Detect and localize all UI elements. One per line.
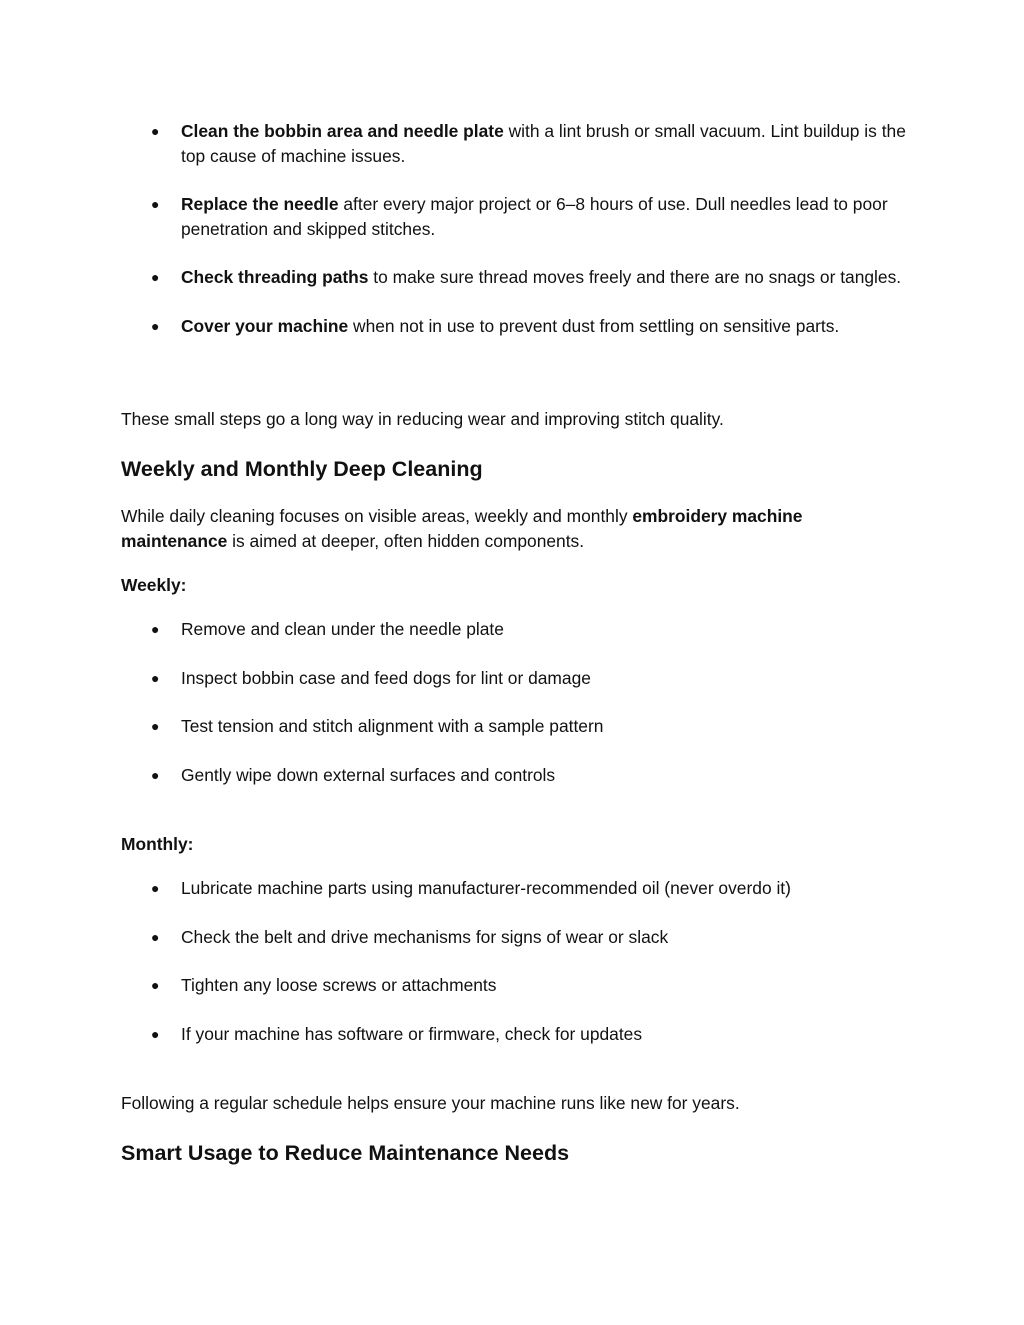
list-item <box>0 973 1024 998</box>
list-item <box>0 314 1024 339</box>
weekly-item-text: Inspect bobbin case and feed dogs for lint or damage <box>181 667 591 688</box>
list-item <box>0 714 1024 739</box>
list-item <box>0 666 1024 691</box>
deep-cleaning-heading: Weekly and Monthly Deep Cleaning <box>121 457 483 481</box>
weekly-item-text: Gently wipe down external surfaces and controls <box>181 764 556 785</box>
monthly-item-text: If your machine has software or firmware, check for updates <box>181 1023 643 1044</box>
tip-bold: Replace the needle <box>181 194 339 214</box>
weekly-label: Weekly: <box>121 575 187 595</box>
list-item <box>0 119 1024 168</box>
bullet-icon: ● <box>151 880 160 896</box>
monthly-item-text: Tighten any loose screws or attachments <box>181 975 497 995</box>
list-item <box>0 1022 1024 1047</box>
weekly-item-text: Test tension and stitch alignment with a sample pattern <box>181 716 604 736</box>
list-item <box>0 876 1024 901</box>
monthly-label: Monthly: <box>121 834 194 854</box>
monthly-list <box>0 876 1024 1046</box>
bullet-icon: ● <box>151 1025 160 1042</box>
daily-tips-list <box>0 119 1024 338</box>
bullet-icon: ● <box>151 621 160 637</box>
bullet-icon: ● <box>151 123 160 139</box>
tip-bold: Clean the bobbin area and needle plate <box>181 121 504 141</box>
tip-text: to make sure thread moves freely and there are no snags or tangles. <box>368 267 902 287</box>
smart-usage-heading: Smart Usage to Reduce Maintenance Needs <box>121 1141 570 1165</box>
schedule-closing-paragraph: Following a regular schedule helps ensure your machine runs like new for years. <box>121 1093 740 1113</box>
monthly-item-text: Lubricate machine parts using manufacturer-recommended oil (never overdo it) <box>181 878 791 898</box>
monthly-item-text: Check the belt and drive mechanisms for signs of wear or slack <box>181 926 669 947</box>
bullet-icon: ● <box>151 196 160 212</box>
intro-text-bold: embroidery machine maintenance <box>121 506 803 551</box>
bullet-icon: ● <box>151 317 160 334</box>
bullet-icon: ● <box>151 977 160 993</box>
bullet-icon: ● <box>151 669 160 686</box>
bullet-icon: ● <box>151 269 160 285</box>
bullet-icon: ● <box>151 928 160 945</box>
daily-summary-paragraph: These small steps go a long way in reducing wear and improving stitch quality. <box>121 409 724 429</box>
deep-cleaning-intro <box>121 504 911 553</box>
tip-bold: Cover your machine <box>181 315 349 336</box>
weekly-list <box>0 617 1024 787</box>
intro-text-end: is aimed at deeper, often hidden components. <box>227 530 585 551</box>
tip-text: after every major project or 6–8 hours of use. Dull needles lead to poor penetration and skipped stitches. <box>181 194 888 239</box>
list-item <box>0 617 1024 642</box>
bullet-icon: ● <box>151 718 160 734</box>
intro-text-start: While daily cleaning focuses on visible areas, weekly and monthly <box>121 506 633 526</box>
bullet-icon: ● <box>151 766 160 783</box>
list-item <box>0 192 1024 241</box>
list-item <box>0 763 1024 788</box>
list-item <box>0 265 1024 290</box>
tip-bold: Check threading paths <box>181 267 369 287</box>
tip-text: with a lint brush or small vacuum. Lint buildup is the top cause of machine issues. <box>181 121 906 166</box>
tip-text: when not in use to prevent dust from settling on sensitive parts. <box>348 315 840 336</box>
weekly-item-text: Remove and clean under the needle plate <box>181 619 504 639</box>
list-item <box>0 925 1024 950</box>
